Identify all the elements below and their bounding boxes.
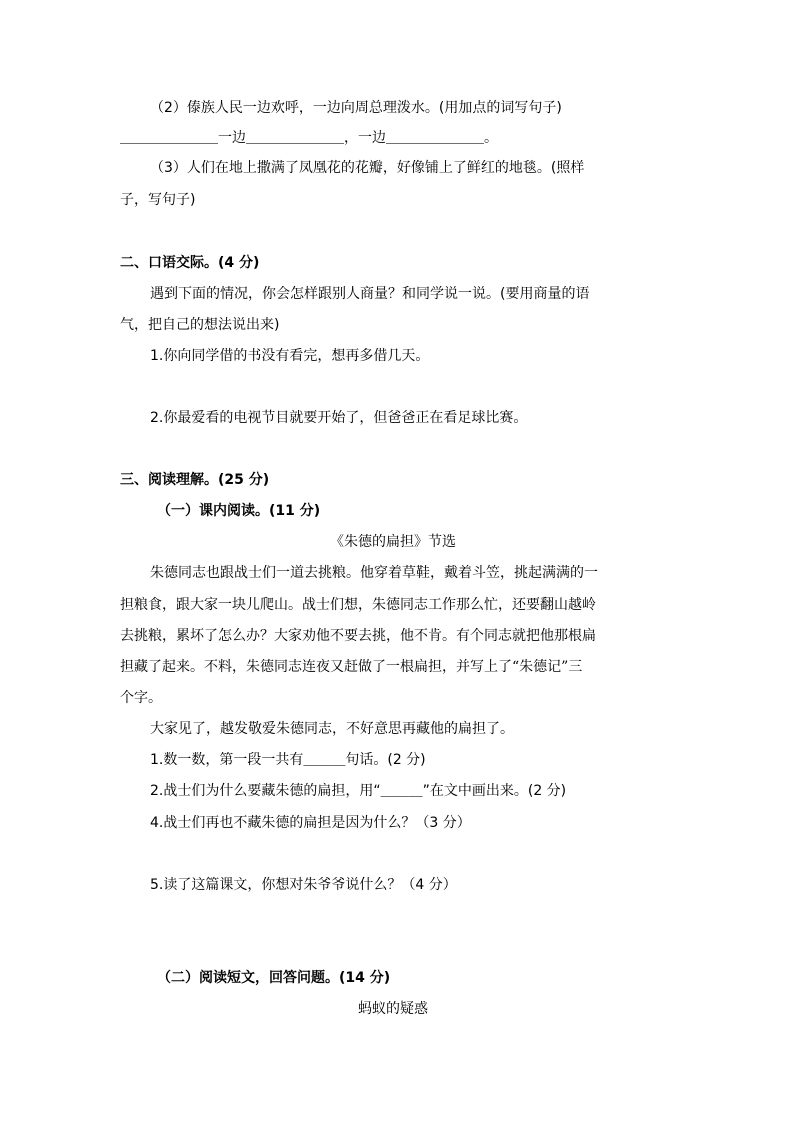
section-2-intro-line1: 遇到下面的情况，你会怎样跟别人商量？和同学说一说。(要用商量的语 (150, 286, 590, 302)
question-2-answer-blanks: ＿＿＿＿＿＿＿一边＿＿＿＿＿＿＿，一边＿＿＿＿＿＿＿。 (120, 130, 498, 146)
section-2-intro-line2: 气，把自己的想法说出来) (120, 317, 280, 333)
reading-question-4: 4.战士们再也不藏朱德的扁担是因为什么？（3 分） (150, 815, 471, 831)
passage-line: 朱德同志也跟战士们一道去挑粮。他穿着草鞋，戴着斗笠，挑起满满的一 (150, 565, 598, 581)
reading-question-2: 2.战士们为什么要藏朱德的扁担，用“＿＿＿”在文中画出来。(2 分) (150, 783, 567, 799)
question-3-prompt-line1: （3）人们在地上撒满了凤凰花的花瓣，好像铺上了鲜红的地毯。(照样 (150, 160, 585, 176)
part-1-heading: （一）课内阅读。(11 分) (157, 503, 321, 519)
passage-title: 《朱德的扁担》节选 (330, 534, 456, 550)
passage-line: 担藏了起来。不料，朱德同志连夜又赶做了一根扁担，并写上了“朱德记”三 (120, 659, 583, 675)
passage-line: 去挑粮，累坏了怎么办？大家劝他不要去挑，他不肯。有个同志就把他那根扁 (120, 628, 596, 644)
passage-line: 个字。 (120, 690, 162, 706)
part-2-heading: （二）阅读短文，回答问题。(14 分) (157, 970, 391, 986)
section-2-heading: 二、口语交际。(4 分) (120, 255, 260, 271)
passage-line: 担粮食，跟大家一块儿爬山。战士们想，朱德同志工作那么忙，还要翻山越岭 (120, 597, 596, 613)
reading-question-1: 1.数一数，第一段一共有＿＿＿句话。(2 分) (150, 752, 426, 768)
question-3-prompt-line2: 子，写句子) (120, 192, 196, 208)
part-2-title: 蚂蚁的疑惑 (358, 1001, 428, 1017)
section-3-heading: 三、阅读理解。(25 分) (120, 472, 270, 488)
question-2-prompt: （2）傣族人民一边欢呼，一边向周总理泼水。(用加点的词写句子) (150, 100, 562, 116)
section-2-item-2: 2.你最爱看的电视节目就要开始了，但爸爸正在看足球比赛。 (150, 410, 528, 426)
reading-question-5: 5.读了这篇课文，你想对朱爷爷说什么？（4 分） (150, 877, 457, 893)
passage-line: 大家见了，越发敬爱朱德同志，不好意思再藏他的扁担了。 (150, 721, 514, 737)
section-2-item-1: 1.你向同学借的书没有看完，想再多借几天。 (150, 348, 430, 364)
